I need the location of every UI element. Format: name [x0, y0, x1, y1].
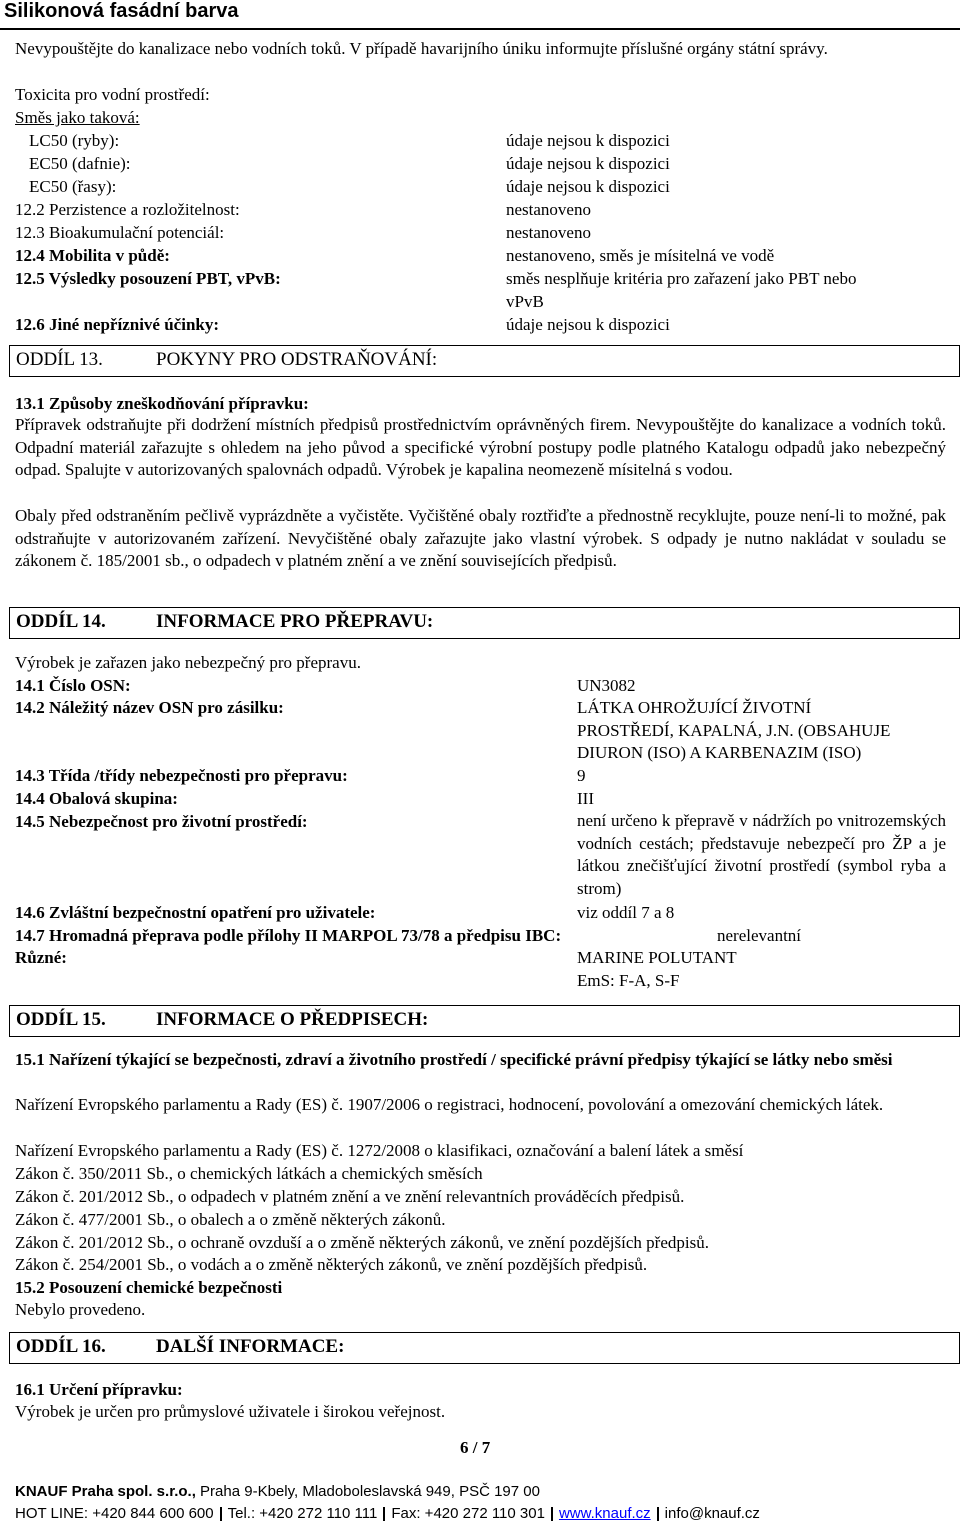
separator — [383, 1507, 385, 1521]
section-14-header — [9, 607, 960, 639]
item-12-6-value: údaje nejsou k dispozici — [506, 315, 670, 334]
document-title: Silikonová fasádní barva — [4, 0, 239, 22]
item-12-6-label: 12.6 Jiné nepříznivé účinky: — [15, 315, 220, 334]
misc-value-2: EmS: F-A, S-F — [577, 971, 680, 990]
item-14-7-value: nerelevantní — [717, 926, 802, 945]
separator — [551, 1507, 553, 1521]
item-16-1-heading: 16.1 Určení přípravku: — [15, 1380, 183, 1399]
section-13-title: POKYNY PRO ODSTRAŇOVÁNÍ: — [156, 349, 438, 370]
item-16-1-text: Výrobek je určen pro průmyslové uživatele i širokou veřejnost. — [15, 1402, 446, 1421]
item-13-1-paragraph-2: Obaly před odstraněním pečlivě vyprázdněte a vyčistěte. Vyčištěné obaly roztřiďte a přednostně recyklujte, pouze není-li to možné, pak odstraňujte v autorizovaném zařízení. Nevyčištěné obaly zařazujte jako vlastní výrobek. S odpady je nutno nakládat v souladu se zákonem č. 185/2001 sb., o odpadech v platném znění a ve znění souvisejících předpisů. — [15, 506, 946, 571]
section-14-title: INFORMACE PRO PŘEPRAVU: — [156, 611, 434, 632]
item-12-3-value: nestanoveno — [506, 223, 591, 242]
item-14-2-value-1: LÁTKA OHROŽUJÍCÍ ŽIVOTNÍ — [577, 698, 812, 717]
item-14-2-value-3: DIURON (ISO) A KARBENAZIM (ISO) — [577, 743, 862, 762]
fax: Fax: +420 272 110 301 — [391, 1505, 545, 1522]
regulation-line: Zákon č. 350/2011 Sb., o chemických látkách a chemických směsích — [15, 1164, 483, 1183]
regulation-line: Zákon č. 477/2001 Sb., o obalech a o změně některých zákonů. — [15, 1210, 446, 1229]
header-divider — [0, 28, 960, 30]
section-15-number: ODDÍL 15. — [16, 1009, 106, 1030]
item-12-5-value-1: směs nesplňuje kritéria pro zařazení jako PBT nebo — [506, 269, 857, 288]
footer-contact-line — [15, 1505, 760, 1522]
regulation-line: Nařízení Evropského parlamentu a Rady (ES) č. 1272/2008 o klasifikaci, označování a balení látek a směsí — [15, 1141, 744, 1160]
item-14-4-label: 14.4 Obalová skupina: — [15, 789, 178, 808]
separator — [220, 1507, 222, 1521]
company-name: KNAUF Praha spol. s.r.o., — [15, 1483, 196, 1500]
section-16-title: DALŠÍ INFORMACE: — [156, 1336, 345, 1357]
ec50-rasy-label: EC50 (řasy): — [29, 177, 117, 196]
regulation-line: Zákon č. 201/2012 Sb., o ochraně ovzduší a o změně některých zákonů, ve znění pozdějších předpisů. — [15, 1233, 709, 1252]
transport-intro: Výrobek je zařazen jako nebezpečný pro přepravu. — [15, 653, 361, 672]
company-address: Praha 9-Kbely, Mladoboleslavská 949, PSČ 197 00 — [195, 1483, 540, 1500]
page-number: 6 / 7 — [460, 1438, 491, 1457]
item-14-1-value: UN3082 — [577, 676, 636, 695]
section-16-header — [9, 1332, 960, 1364]
item-15-1-paragraph: Nařízení Evropského parlamentu a Rady (ES) č. 1907/2006 o registraci, hodnocení, povolování a omezování chemických látek. — [15, 1095, 884, 1114]
item-14-2-value-2: PROSTŘEDÍ, KAPALNÁ, J.N. (OBSAHUJE — [577, 721, 891, 740]
item-14-4-value: III — [577, 789, 594, 808]
regulation-line: Zákon č. 254/2001 Sb., o vodách a o změně některých zákonů, ve znění pozdějších předpisů. — [15, 1255, 648, 1274]
regulation-line: Zákon č. 201/2012 Sb., o odpadech v platném znění a ve znění relevantních prováděcích předpisů. — [15, 1187, 685, 1206]
item-15-2-text: Nebylo provedeno. — [15, 1300, 146, 1319]
ec50-rasy-value: údaje nejsou k dispozici — [506, 177, 670, 196]
item-14-2-label: 14.2 Náležitý název OSN pro zásilku: — [15, 698, 284, 717]
item-15-1-heading: 15.1 Nařízení týkající se bezpečnosti, zdraví a životního prostředí / specifické právní předpisy týkající se látky nebo směsi — [15, 1050, 893, 1069]
telephone: Tel.: +420 272 110 111 — [227, 1505, 378, 1522]
item-14-5-label: 14.5 Nebezpečnost pro životní prostředí: — [15, 812, 308, 831]
item-12-3-label: 12.3 Bioakumulační potenciál: — [15, 223, 225, 242]
mixture-label: Směs jako taková: — [15, 108, 140, 127]
item-14-5-value: není určeno k přepravě v nádržích po vnitrozemských vodních cestách; představuje nebezpečí pro ŽP a je látkou znečišťující životní prostředí (symbol ryba a strom) — [577, 811, 946, 898]
section-13-header — [9, 345, 960, 377]
website-link[interactable]: www.knauf.cz — [558, 1505, 651, 1522]
misc-label: Různé: — [15, 948, 67, 967]
s12-paragraph: Nevypouštějte do kanalizace nebo vodních toků. V případě havarijního úniku informujte příslušné orgány státní správy. — [15, 39, 828, 58]
lc50-label: LC50 (ryby): — [29, 131, 120, 150]
item-14-3-label: 14.3 Třída /třídy nebezpečnosti pro přepravu: — [15, 766, 348, 785]
section-15-title: INFORMACE O PŘEDPISECH: — [156, 1009, 429, 1030]
section-14-number: ODDÍL 14. — [16, 611, 106, 632]
item-12-5-label: 12.5 Výsledky posouzení PBT, vPvB: — [15, 269, 281, 288]
item-14-1-label: 14.1 Číslo OSN: — [15, 676, 131, 695]
misc-value-1: MARINE POLUTANT — [577, 948, 737, 967]
ec50-dafnie-label: EC50 (dafnie): — [29, 154, 131, 173]
item-12-5-value-2: vPvB — [506, 292, 544, 311]
item-14-6-label: 14.6 Zvláštní bezpečnostní opatření pro uživatele: — [15, 903, 376, 922]
ec50-dafnie-value: údaje nejsou k dispozici — [506, 154, 670, 173]
footer-company-line — [15, 1483, 540, 1500]
section-15-header — [9, 1005, 960, 1037]
separator — [657, 1507, 659, 1521]
lc50-value: údaje nejsou k dispozici — [506, 131, 670, 150]
item-14-7-label: 14.7 Hromadná přeprava podle přílohy II MARPOL 73/78 a předpisu IBC: — [15, 926, 562, 945]
item-12-4-value: nestanoveno, směs je mísitelná ve vodě — [506, 246, 775, 265]
item-13-1-heading: 13.1 Způsoby zneškodňování přípravku: — [15, 394, 309, 413]
email: info@knauf.cz — [664, 1505, 760, 1522]
hotline: HOT LINE: +420 844 600 600 — [15, 1505, 214, 1522]
item-12-4-label: 12.4 Mobilita v půdě: — [15, 246, 170, 265]
toxicity-label: Toxicita pro vodní prostředí: — [15, 85, 210, 104]
item-14-3-value: 9 — [577, 766, 586, 785]
item-12-2-label: 12.2 Perzistence a rozložitelnost: — [15, 200, 240, 219]
item-12-2-value: nestanoveno — [506, 200, 591, 219]
section-13-number: ODDÍL 13. — [16, 349, 103, 370]
item-13-1-paragraph-1: Přípravek odstraňujte při dodržení místních předpisů prostřednictvím oprávněných firem. Nevypouštějte do kanalizace a vodních toků. Odpadní materiál zařazujte s ohledem na jeho původ a specifické výrobní postupy podle platného Katalogu odpadů jako nebezpečný odpad. Spalujte v autorizovaných spalovnách odpadů. Výrobek je kapalina neomezeně mísitelná s vodou. — [15, 415, 946, 480]
item-14-6-value: viz oddíl 7 a 8 — [577, 903, 675, 922]
item-15-2-heading: 15.2 Posouzení chemické bezpečnosti — [15, 1278, 283, 1297]
section-16-number: ODDÍL 16. — [16, 1336, 106, 1357]
